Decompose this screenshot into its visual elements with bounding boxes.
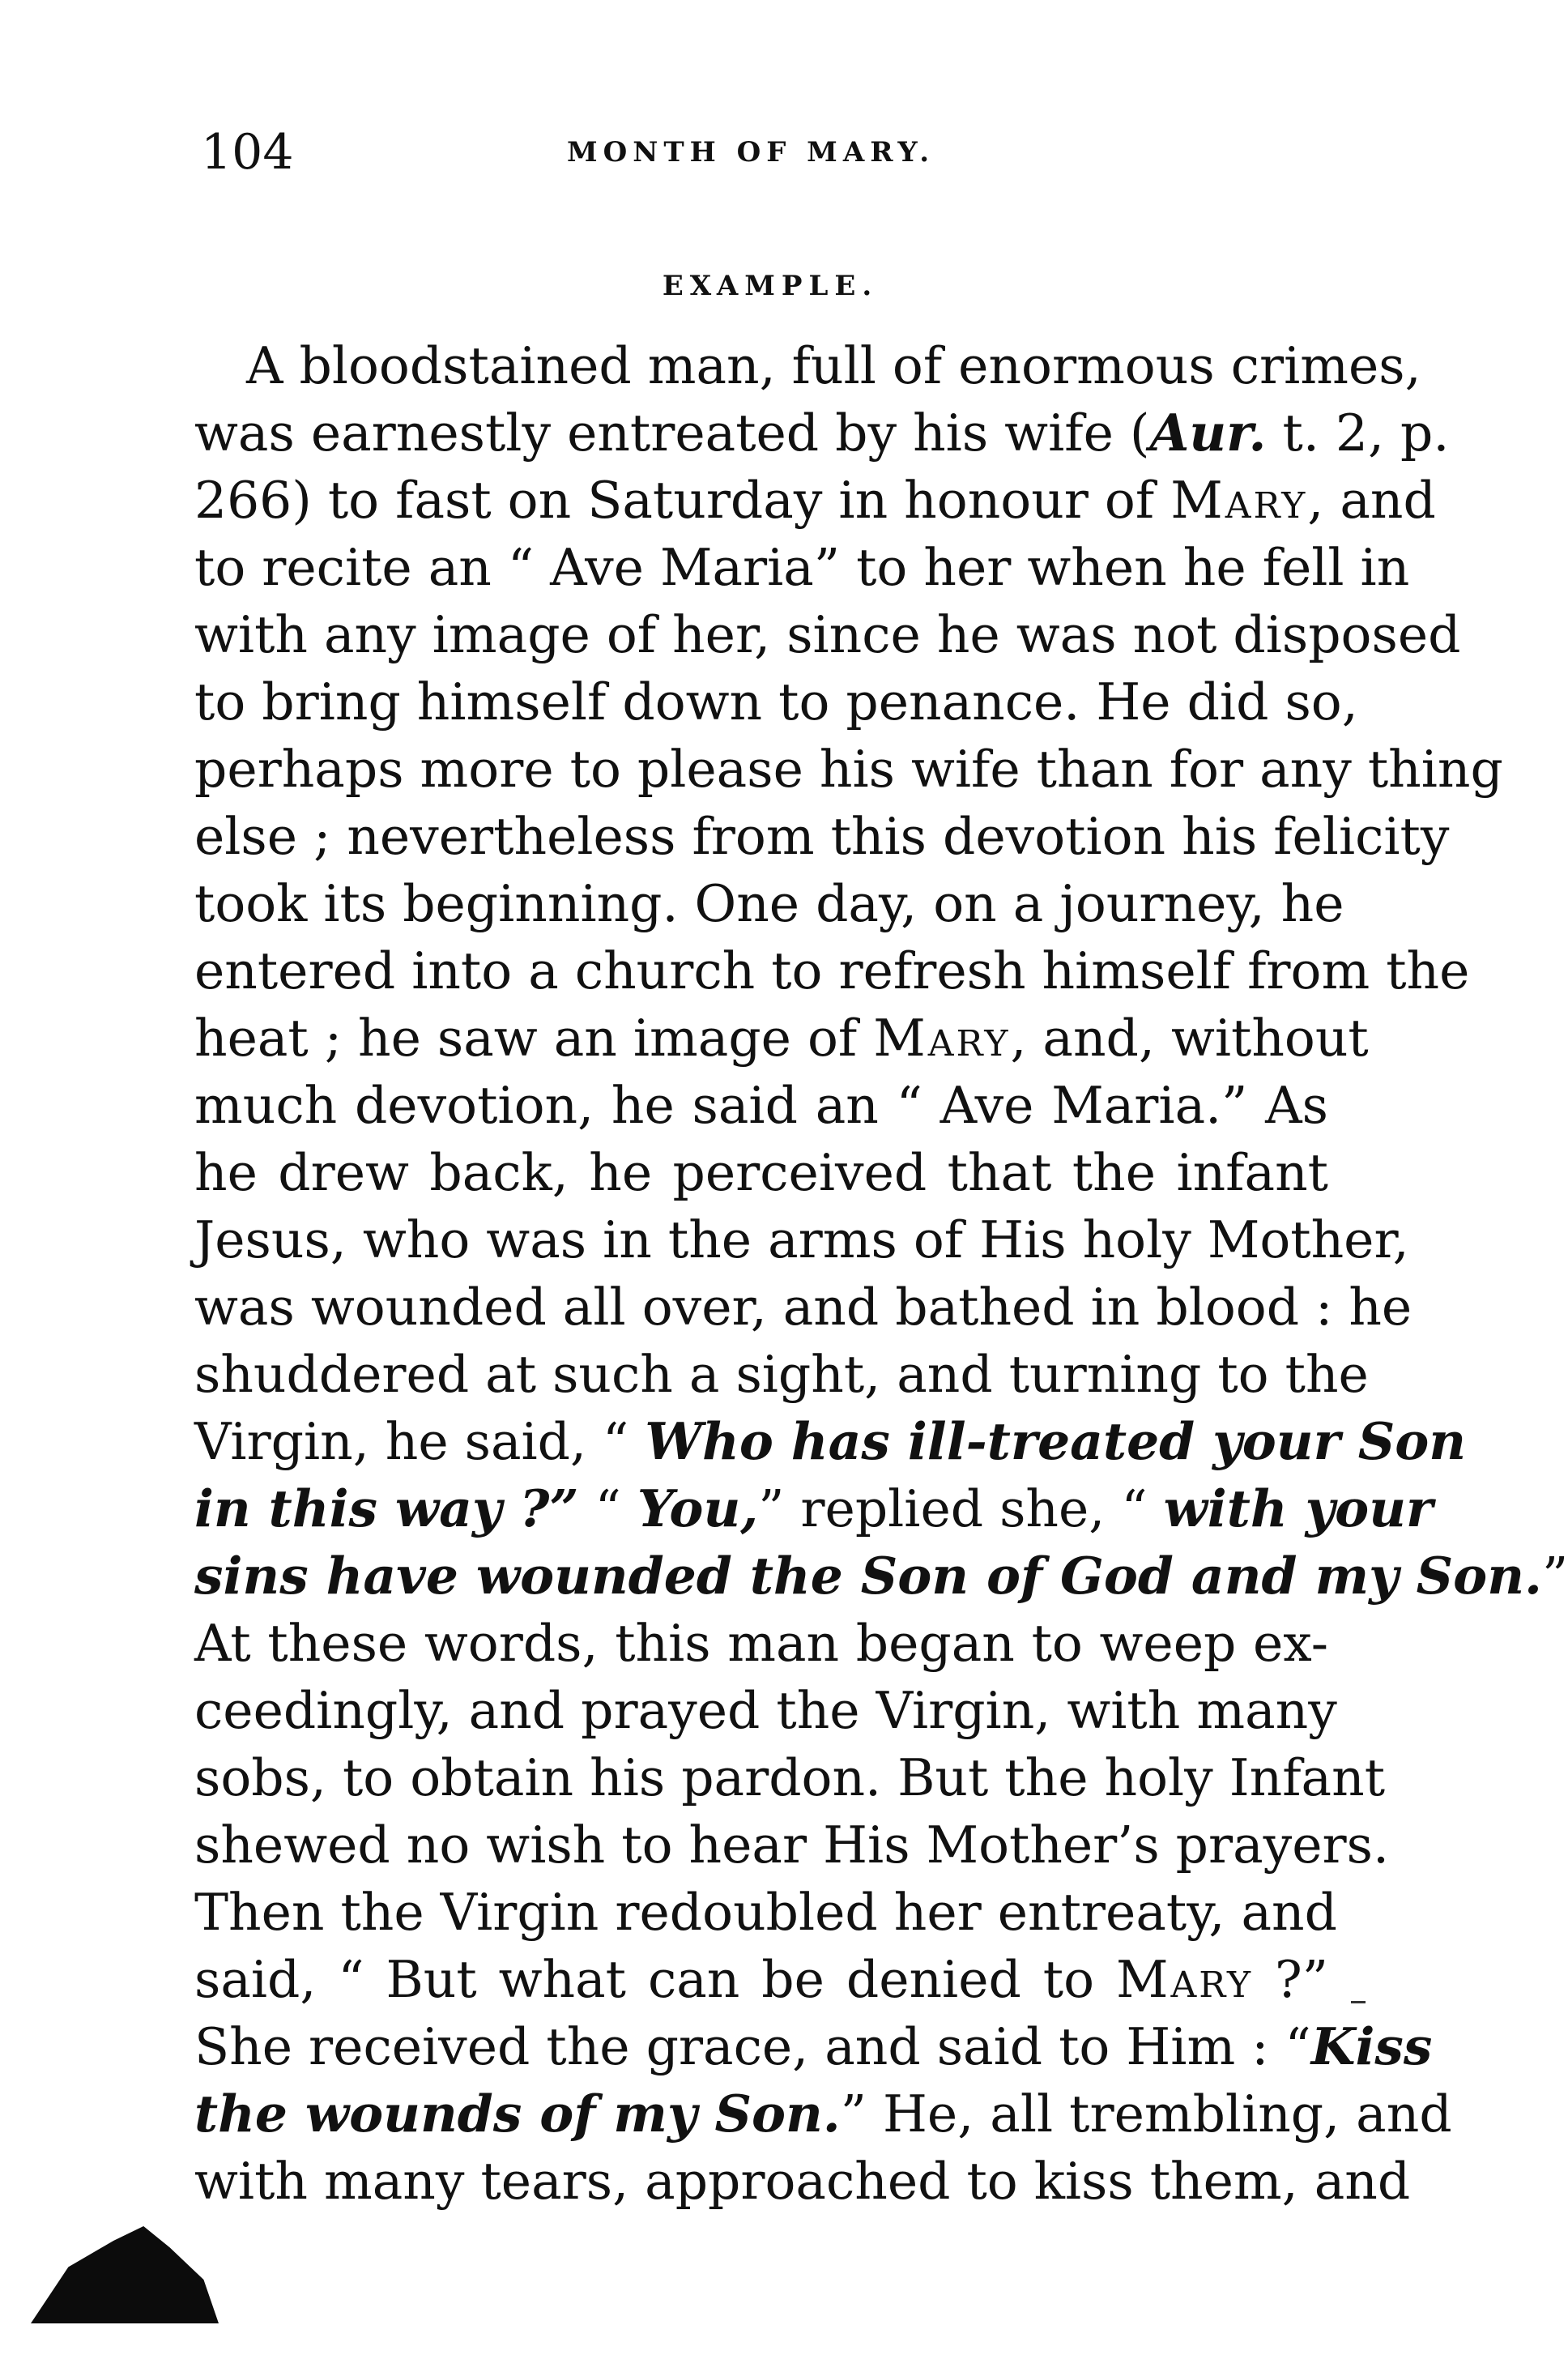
text-line: he drew back, he perceived that the infant <box>194 1143 1328 1202</box>
text-line: ceedingly, and prayed the Virgin, with many <box>194 1681 1337 1740</box>
text-line: with many tears, approached to kiss them, and <box>194 2152 1411 2211</box>
margin-mark <box>1351 2001 1366 2003</box>
text-line: to recite an “ Ave Maria” to her when he fell in <box>194 538 1410 597</box>
text-line: in this way ?” “ You,” replied she, “ with your <box>194 1478 1434 1538</box>
text-line: Jesus, who was in the arms of His holy Mother, <box>194 1210 1409 1269</box>
text-line: 266) to fast on Saturday in honour of Mary, and <box>194 471 1436 530</box>
text-line: to bring himself down to penance. He did so, <box>194 672 1358 732</box>
text-line: sobs, to obtain his pardon. But the holy Infant <box>194 1748 1386 1807</box>
text-line: took its beginning. One day, on a journey, he <box>194 874 1344 933</box>
text-line: shewed no wish to hear His Mother’s prayers. <box>194 1815 1390 1875</box>
text-line: with any image of her, since he was not disposed <box>194 605 1461 664</box>
text-line: was earnestly entreated by his wife (Aur. t. 2, p. <box>194 403 1450 463</box>
text-line: said, “ But what can be denied to Mary ?” <box>194 1950 1328 2009</box>
text-line: Then the Virgin redoubled her entreaty, and <box>194 1883 1337 1942</box>
ink-blot <box>31 2226 219 2323</box>
text-line: else ; nevertheless from this devotion his felicity <box>194 807 1450 866</box>
text-line: the wounds of my Son.” He, all trembling, and <box>194 2084 1452 2144</box>
name-mary: Mary <box>873 1009 1011 1068</box>
text-line: entered into a church to refresh himself from the <box>194 941 1470 1000</box>
text-line: much devotion, he said an “ Ave Maria.” As <box>194 1076 1328 1135</box>
text-line: heat ; he saw an image of Mary, and, without <box>194 1009 1369 1068</box>
text-line: She received the grace, and said to Him : “Kiss <box>194 2016 1433 2076</box>
text-line: Virgin, he said, “ Who has ill-treated your Son <box>194 1411 1467 1471</box>
running-head: MONTH OF MARY. <box>567 136 935 169</box>
page-header <box>0 120 1540 185</box>
body-text <box>194 332 1568 2215</box>
text-line: sins have wounded the Son of God and my Son.” <box>194 1546 1568 1606</box>
text-line: shuddered at such a sight, and turning to the <box>194 1345 1369 1404</box>
name-mary: Mary <box>1170 471 1308 530</box>
section-title: EXAMPLE. <box>662 270 879 302</box>
page-number: 104 <box>201 124 294 181</box>
text-line: perhaps more to please his wife than for any thing <box>194 740 1503 799</box>
text-line: A bloodstained man, full of enormous crimes, <box>246 336 1421 395</box>
name-mary: Mary <box>1115 1950 1254 2009</box>
text-line: At these words, this man began to weep ex- <box>194 1614 1328 1673</box>
text-line: was wounded all over, and bathed in blood : he <box>194 1278 1412 1337</box>
